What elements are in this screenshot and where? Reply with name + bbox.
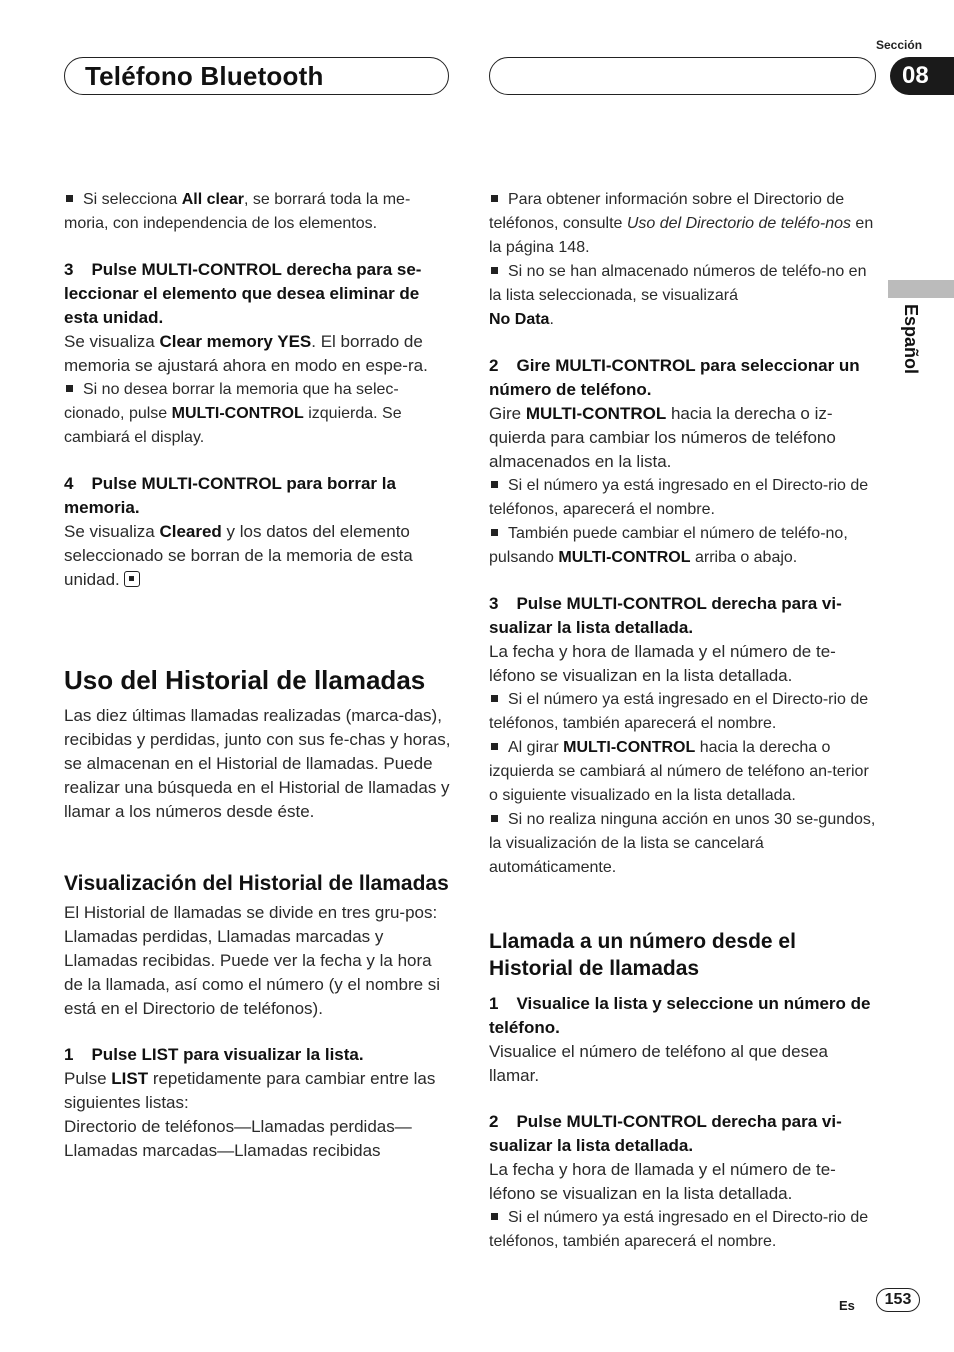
note-name-also-shown: Si el número ya está ingresado en el Directo-rio de teléfonos, también aparecerá el nombre. [489, 691, 869, 732]
subheading-llamada: Llamada a un número desde el Historial de llamadas [489, 930, 796, 980]
bullet-square-icon [491, 815, 498, 822]
call-step-2-heading: 2 Pulse MULTI-CONTROL derecha para vi-sualizar la lista detallada. [489, 1112, 842, 1155]
bullet-square-icon [491, 695, 498, 702]
step-2-body: Gire MULTI-CONTROL hacia la derecha o iz-quierda para cambiar los números de teléfono almacenados en la lista. [489, 404, 836, 471]
chapter-title: Teléfono Bluetooth [85, 61, 324, 91]
step-3-heading-right: 3 Pulse MULTI-CONTROL derecha para vi-sualizar la lista detallada. [489, 594, 842, 637]
bullet-square-icon [491, 529, 498, 536]
note-name-shown: Si el número ya está ingresado en el Directo-rio de teléfonos, aparecerá el nombre. [489, 477, 869, 518]
section-label: Sección [876, 38, 923, 52]
step-3-body: Se visualiza Clear memory YES. El borrado de memoria se ajustará ahora en modo en espe-ra. [64, 332, 428, 375]
language-tab-marker [888, 280, 954, 298]
step-1-heading: 1 Pulse LIST para visualizar la lista. [64, 1045, 364, 1064]
header-banner-right [489, 57, 876, 95]
call-step-2-body: La fecha y hora de llamada y el número de te-léfono se visualizan en la lista detallada. [489, 1160, 836, 1203]
note-rotate-change: Al girar MULTI-CONTROL hacia la derecha o izquierda se cambiará al número de teléfono an-terior o siguiente visualizado en la lista detallada. [489, 739, 869, 804]
language-label: Español [901, 304, 921, 375]
bullet-square-icon [66, 385, 73, 392]
bullet-square-icon [491, 743, 498, 750]
call-step-1-heading: 1 Visualice la lista y seleccione un número de teléfono. [489, 994, 871, 1037]
footer-language-code: Es [839, 1298, 855, 1313]
bullet-square-icon [491, 1213, 498, 1220]
section-heading-historial: Uso del Historial de llamadas [64, 665, 426, 695]
bullet-square-icon [491, 195, 498, 202]
end-of-section-icon [124, 571, 140, 587]
page-number: 153 [876, 1288, 920, 1312]
bullet-square-icon [491, 481, 498, 488]
step-1-body: Pulse LIST repetidamente para cambiar entre las siguientes listas: [64, 1069, 436, 1112]
note-up-down: También puede cambiar el número de teléfo-no, pulsando MULTI-CONTROL arriba o abajo. [489, 525, 848, 566]
step-3-body-right: La fecha y hora de llamada y el número de te-léfono se visualizan en la lista detallada. [489, 642, 836, 685]
chapter-title-banner [64, 57, 449, 95]
note-directorio-ref: Para obtener información sobre el Directorio de teléfonos, consulte Uso del Directorio de teléfo-nos en la página 148. [489, 191, 874, 256]
visualizacion-intro: El Historial de llamadas se divide en tres gru-pos: Llamadas perdidas, Llamadas marcadas y Llamadas recibidas. Puede ver la fecha y la hora de la llamada, así como el número (y el nombre si está en el Directorio de teléfonos). [64, 903, 441, 1018]
bullet-square-icon [66, 195, 73, 202]
subheading-visualizacion: Visualización del Historial de llamadas [64, 872, 449, 895]
note-no-data: Si no se han almacenado números de teléfo-no en la lista seleccionada, se visualizará No Data. [489, 263, 867, 328]
step-2-heading: 2 Gire MULTI-CONTROL para seleccionar un número de teléfono. [489, 356, 860, 399]
left-column [64, 188, 452, 1163]
step-1-lists: Directorio de teléfonos—Llamadas perdidas—Llamadas marcadas—Llamadas recibidas [64, 1117, 412, 1160]
note-call-name-shown: Si el número ya está ingresado en el Directo-rio de teléfonos, también aparecerá el nombre. [489, 1209, 869, 1250]
note-all-clear: Si selecciona All clear, se borrará toda la me-moria, con independencia de los elementos. [64, 191, 411, 232]
note-timeout: Si no realiza ninguna acción en unos 30 se-gundos, la visualización de la lista se cancelará automáticamente. [489, 811, 876, 876]
right-column [489, 188, 877, 1254]
step-3-heading: 3 Pulse MULTI-CONTROL derecha para se-leccionar el elemento que desea eliminar de esta unidad. [64, 260, 422, 327]
step-4-body: Se visualiza Cleared y los datos del elemento seleccionado se borran de la memoria de esta unidad. [64, 522, 413, 589]
historial-intro: Las diez últimas llamadas realizadas (marca-das), recibidas y perdidas, junto con sus fe-chas y horas, se almacenan en el Historial de llamadas. Puede realizar una búsqueda en el Historial de llamadas y llamar a los números desde éste. [64, 706, 451, 821]
call-step-1-body: Visualice el número de teléfono al que desea llamar. [489, 1042, 828, 1085]
note-cancel-clear: Si no desea borrar la memoria que ha selec-cionado, pulse MULTI-CONTROL izquierda. Se cambiará el display. [64, 381, 402, 446]
step-4-heading: 4 Pulse MULTI-CONTROL para borrar la memoria. [64, 474, 396, 517]
bullet-square-icon [491, 267, 498, 274]
section-number-badge: 08 [890, 57, 954, 95]
